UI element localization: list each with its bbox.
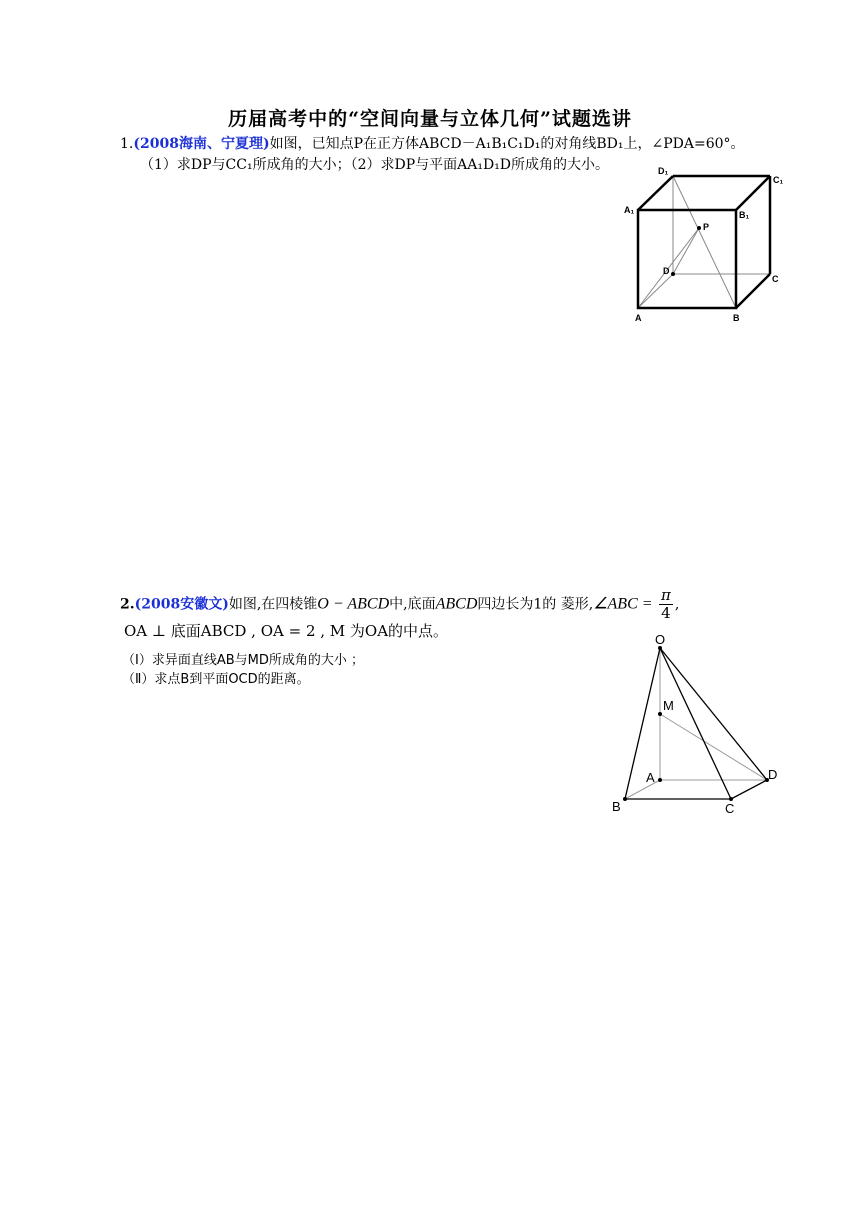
label-D: D xyxy=(768,767,778,782)
edge-AB xyxy=(625,780,660,799)
label-B: B xyxy=(612,799,621,814)
point-M xyxy=(658,712,662,716)
problem1-source: (2008海南、宁夏理) xyxy=(133,136,270,152)
label-C1: C₁ xyxy=(773,175,784,185)
label-O: O xyxy=(655,632,666,647)
label-C: C xyxy=(725,801,735,816)
cube-figure xyxy=(615,160,795,328)
segment-DP xyxy=(673,228,699,274)
label-D: D xyxy=(663,266,670,276)
label-A: A xyxy=(646,770,655,785)
label-A: A xyxy=(635,313,642,323)
fraction-pi-over-4 xyxy=(659,587,673,622)
problem2-text-b: 中,底面 xyxy=(389,596,436,613)
problem1-statement xyxy=(120,135,745,153)
label-M: M xyxy=(663,698,674,713)
problem2-q1: （Ⅰ）求异面直线AB与MD所成角的大小 ； xyxy=(122,653,365,668)
segment-MD xyxy=(660,714,767,780)
problem2-q2: （Ⅱ）求点B到平面OCD的距离。 xyxy=(122,672,310,687)
problem2-comma: , xyxy=(674,596,680,613)
problem1-text: 如图，已知点P在正方体ABCD－A₁B₁C₁D₁的对角线BD₁上，∠PDA=60°。 xyxy=(269,136,745,152)
diagonal-BD1 xyxy=(673,176,736,308)
problem2-expr-angle: ∠ABC = xyxy=(593,595,653,613)
fraction-numerator: π xyxy=(661,586,671,604)
problem2-number: 2. xyxy=(120,596,135,613)
problem2-conditions: OA ⊥ 底面ABCD , OA = 2 , M 为OA的中点。 xyxy=(124,622,449,640)
problem2-source: (2008安徽文) xyxy=(134,596,229,613)
problem1-number: 1. xyxy=(120,136,134,152)
problem2-text-c: 四边长为1的 菱形, xyxy=(477,596,594,613)
problem1-questions: （1）求DP与CC₁所成角的大小；（2）求DP与平面AA₁D₁D所成角的大小。 xyxy=(140,157,610,173)
fraction-denominator: 4 xyxy=(661,604,671,622)
point-B xyxy=(623,797,627,801)
point-A xyxy=(658,778,662,782)
point-D xyxy=(671,272,675,276)
label-B1: B₁ xyxy=(739,210,750,220)
label-C: C xyxy=(772,274,779,284)
label-P: P xyxy=(703,222,710,232)
label-B: B xyxy=(733,313,740,323)
pyramid-figure xyxy=(605,630,785,820)
page-title: 历届高考中的“空间向量与立体几何”试题选讲 xyxy=(228,108,632,130)
label-A1: A₁ xyxy=(624,205,635,215)
label-D1: D₁ xyxy=(658,166,669,176)
cube-hidden-edge-AD xyxy=(638,274,673,308)
problem2-text-a: 如图,在四棱锥 xyxy=(228,596,318,613)
problem2-expr-pyramid: O − ABCD xyxy=(317,595,390,613)
problem2-expr-base: ABCD xyxy=(435,595,478,613)
problem2-statement xyxy=(120,587,679,622)
point-P xyxy=(697,226,701,230)
